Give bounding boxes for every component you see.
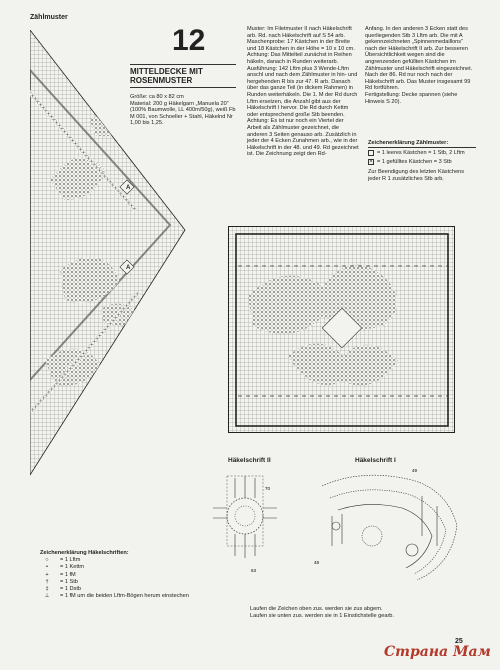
crochet-legend-heading: Zeichenerklärung Häkelschriften:: [40, 550, 129, 556]
crochet-legend-text: = 1 Kettm: [60, 564, 85, 571]
crochet-legend-row: [40, 572, 190, 579]
svg-text:70: 70: [265, 486, 271, 491]
anfang-text: Anfang. In den anderen 3 Ecken statt des querliegenden Stb 3 Lftm arb. Die mit A gekennzeichneten „Spinnenmedaillons“ nach der Häkelschrift II arb. Zur besseren Übersichtlichkeit wegen sind die angrenzenden gefüllten Kästchen im Zählmuster und Häkelschrift eingezeichnet. Nach der 86. Rd nur noch nach der Häkelschrift arb. Das Muster insgesamt 99 Rd fortführen.: [365, 26, 473, 92]
crochet-legend-text: = 1 fM um die beiden Lftm-Bögen herum einstechen: [60, 593, 189, 600]
treble-crochet-icon: ‡: [45, 586, 49, 593]
haekelschrift-1-diagram: [312, 466, 472, 584]
triangle-chart: [30, 30, 230, 480]
instructions-column-3: [365, 26, 473, 105]
ausfuehrung-text: Ausführung: 142 Lftm plus 3 Wende-Lftm anschl und nach dem Zählmuster in hin- und hergehenden R bis zur 47. R arb. Danach über das ganze Teil (in dickem Rahmen) in Runden weiterhäkeln. Die 1. M der Rd durch Lftm ersetzen, die Anzahl gibt aus der Häkelschrift I hervor. Die Rd durch Kettm oder entsprechend große Stb beenden. Achtung: Es ist nur noch ein Viertel der Arbeit als Zählmuster gezeichnet, die anderen 3 Seiten genauso arb. Zusätzlich in jeder der 4 Ecken Zunahmen arb., wie in der Häkelschrift in der 48. und 49. Rd gezeichnet ist. Die Zeichnung zeigt den Rd-: [247, 65, 359, 158]
chart-legend: [368, 140, 476, 183]
crochet-legend: [40, 550, 190, 600]
size-text: Größe: ca 80 x 82 cm: [130, 94, 184, 100]
legend-heading: Zeichenerklärung Zählmuster:: [368, 140, 476, 148]
haekelschrift-1-label: Häkelschrift I: [355, 457, 396, 464]
legend-empty-text: = 1 leeres Kästchen = 1 Stb, 2 Lftm: [377, 150, 465, 156]
double-crochet-icon: †: [45, 578, 49, 585]
legend-filled-row: [368, 159, 476, 166]
pattern-number: 12: [172, 24, 206, 57]
marker-a-1: A: [126, 185, 131, 191]
instructions-column-2: [247, 26, 359, 158]
achtung-text: Achtung: Das Mittelteil zunächst in Reihen häkeln, danach in Runden weiterarb.: [247, 52, 352, 65]
crochet-legend-text: = 1 Stb: [60, 578, 78, 585]
svg-text:49: 49: [412, 468, 418, 473]
legend-zusatz-text: Zur Beendigung des letzten Kästchens jeder R 1 zusätzliches Stb arb.: [368, 169, 465, 182]
zaehlmuster-label: Zählmuster: [30, 14, 68, 21]
filled-box-icon: [368, 159, 374, 165]
title-line-1: MITTELDECKE MIT: [130, 67, 203, 76]
legend-filled-text: = 1 gefülltes Kästchen = 3 Stb: [377, 159, 452, 165]
crochet-legend-text: = 1 fM: [60, 571, 76, 578]
muster-text: Muster: Im Filetmuster II nach Häkelschrift arb. Rd. nach Häkelschrift auf S 54 arb.: [247, 26, 352, 39]
haekelschrift-2-label: Häkelschrift II: [228, 457, 271, 464]
svg-text:63: 63: [251, 568, 257, 573]
material-text: Material: 200 g Häkelgarn „Manuela 20“ (100% Baumwolle, LL 400m/50g), weiß Fb M 001, von Schoeller + Stahl, Häkelnd Nr 1,00 bis 1,25.: [130, 100, 236, 127]
maschenprobe-text: Maschenprobe: 17 Kästchen in der Breite und 18 Kästchen in der Höhe = 10 x 10 cm.: [247, 39, 355, 52]
crochet-legend-row: [40, 564, 190, 571]
slip-stitch-icon: •: [46, 564, 48, 571]
haekelschrift-2-diagram: [205, 468, 285, 578]
crochet-legend-text: = 1 Lftm: [60, 557, 81, 564]
title-line-2: ROSENMUSTER: [130, 76, 193, 85]
empty-box-icon: [368, 150, 374, 156]
crochet-legend-row: [40, 586, 190, 593]
around-chain-icon: ⊥: [44, 593, 50, 600]
crochet-legend-text: = 1 Dstb: [60, 586, 81, 593]
svg-text:48: 48: [314, 560, 320, 565]
square-chart: [228, 226, 456, 436]
fertigstellung-text: Fertigstellung: Decke spannen (siehe Hinweis S 20).: [365, 91, 458, 105]
crochet-legend-row: [40, 557, 190, 564]
crochet-legend-row: [40, 593, 190, 600]
crochet-legend-row: [40, 579, 190, 586]
marker-a-2: A: [126, 265, 131, 271]
legend-empty-row: [368, 150, 476, 157]
chain-icon: ○: [45, 557, 49, 564]
stitch-note: Laufen die Zeichen oben zus. werden sie zus abgem. Laufen sie unten zus. werden sie in 1 Einstichstelle gearb.: [250, 606, 394, 619]
single-crochet-icon: +: [45, 571, 49, 578]
watermark: Страна Мам: [384, 644, 491, 660]
page-number: 25: [455, 638, 463, 645]
